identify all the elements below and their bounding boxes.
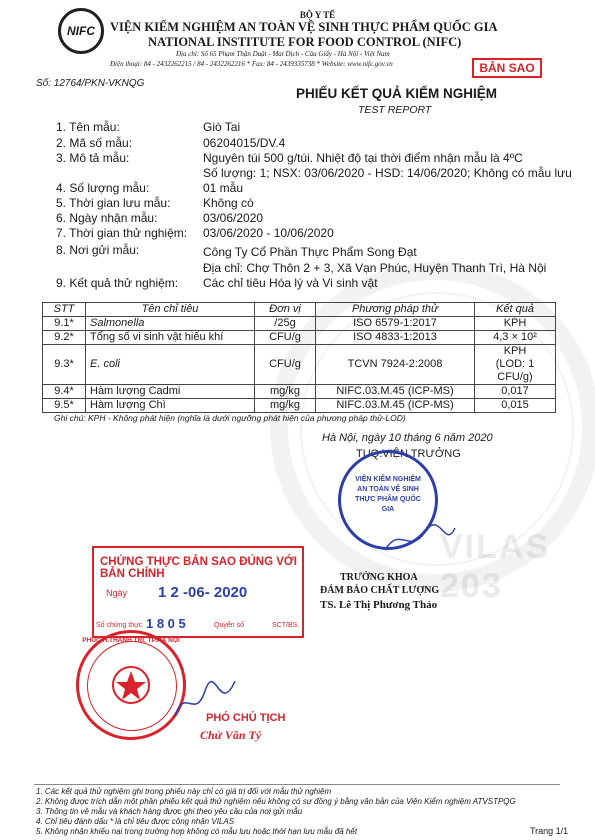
info-value: Địa chỉ: Chợ Thôn 2 + 3, Xã Vạn Phúc, Huyện Thanh Trì, Hà Nội — [203, 261, 547, 275]
info-label: 1. Tên mẫu: — [56, 120, 120, 134]
cell-stt: 9.5* — [43, 399, 86, 413]
table-note: Ghi chú: KPH - Không phát hiện (nghĩa là dưới ngưỡng phát hiện của phương pháp thử-LOD) — [54, 413, 406, 423]
report-title: PHIẾU KẾT QUẢ KIỂM NGHIỆM — [296, 86, 498, 101]
cell-unit: CFU/g — [255, 331, 316, 345]
institute-contact: Điện thoại: 84 - 2432262215 / 84 - 2432262216 * Fax: 84 - 2439335738 * Website: www.nifc.gov.vn — [110, 60, 393, 68]
cell-method: ISO 4833-1:2013 — [316, 331, 475, 345]
position-head: TRƯỞNG KHOA — [340, 572, 418, 583]
cell-unit: mg/kg — [255, 385, 316, 399]
copy-badge: BẢN SAO — [472, 58, 542, 78]
cell-name: E. coli — [86, 345, 255, 385]
cell-stt: 9.3* — [43, 345, 86, 385]
cell-unit: mg/kg — [255, 399, 316, 413]
cell-name: Tổng số vi sinh vật hiếu khí — [86, 331, 255, 345]
info-label: 9. Kết quả thử nghiệm: — [56, 276, 179, 290]
cert-number-value: 1 8 0 5 — [146, 616, 186, 631]
cell-result: 4,3 × 10² — [475, 331, 556, 345]
cell-stt: 9.2* — [43, 331, 86, 345]
vilas-watermark-text: VILAS 203 — [440, 528, 551, 605]
cell-unit: CFU/g — [255, 345, 316, 385]
info-value: 03/06/2020 - 10/06/2020 — [203, 226, 334, 240]
document-number: Số: 12764/PKN-VKNQG — [36, 78, 145, 89]
ministry-name: BỘ Y TẾ — [299, 10, 336, 20]
col-header-name: Tên chỉ tiêu — [86, 303, 255, 317]
info-value: Các chỉ tiêu Hóa lý và Vi sinh vật — [203, 276, 378, 290]
national-emblem-icon — [109, 663, 153, 707]
info-value: 03/06/2020 — [203, 211, 264, 225]
cell-name: Hàm lượng Chì — [86, 399, 255, 413]
cell-stt: 9.4* — [43, 385, 86, 399]
deputy-title: PHÓ CHỦ TỊCH — [206, 712, 286, 724]
table-row — [43, 399, 556, 413]
cert-date-label: Ngày — [106, 588, 128, 598]
cert-book-suffix: SCT/BS. — [272, 622, 300, 629]
table-row — [43, 331, 556, 345]
cell-unit: /25g — [255, 317, 316, 331]
info-value: Không có — [203, 196, 254, 210]
cell-method: ISO 6579-1:2017 — [316, 317, 475, 331]
col-header-unit: Đơn vị — [255, 303, 316, 317]
col-header-method: Phương pháp thử — [316, 303, 475, 317]
footnote: 3. Thông tin về mẫu và khách hàng được ghi theo yêu cầu của nơi gửi mẫu — [36, 807, 303, 816]
signer-name: TS. Lê Thị Phương Thảo — [320, 599, 438, 611]
nifc-logo: NIFC — [58, 8, 104, 54]
footnote: 4. Chỉ tiêu đánh dấu * là chỉ tiêu được công nhận VILAS — [36, 817, 235, 826]
cell-name: Hàm lượng Cadmi — [86, 385, 255, 399]
table-row — [43, 345, 556, 385]
info-label: 2. Mã số mẫu: — [56, 136, 133, 150]
info-label: 3. Mô tả mẫu: — [56, 151, 130, 165]
results-table — [42, 302, 556, 413]
cell-method: TCVN 7924-2:2008 — [316, 345, 475, 385]
cell-result: KPH (LOD: 1 CFU/g) — [475, 345, 556, 385]
place-date: Hà Nội, ngày 10 tháng 6 năm 2020 — [322, 432, 493, 444]
cert-number-label: Số chứng thực — [96, 622, 143, 629]
footnote: 5. Không nhận khiếu nại trong trường hợp không có mẫu lưu hoặc thời hạn lưu mẫu đã hết — [36, 827, 358, 836]
for-director: TUQ.VIỆN TRƯỞNG — [356, 448, 461, 460]
cell-name: Salmonella — [86, 317, 255, 331]
cert-book-label: Quyển số — [214, 622, 244, 629]
cell-method: NIFC.03.M.45 (ICP-MS) — [316, 385, 475, 399]
institute-address: Địa chỉ: Số 65 Phạm Thận Duật - Mai Dịch - Cầu Giấy - Hà Nội - Việt Nam — [176, 50, 390, 58]
info-value: 06204015/DV.4 — [203, 136, 286, 150]
page-number: Trang 1/1 — [530, 826, 569, 836]
col-header-result: Kết quả — [475, 303, 556, 317]
info-label: 8. Nơi gửi mẫu: — [56, 243, 140, 257]
info-value: Nguyên túi 500 g/túi. Nhiệt độ tại thời điểm nhận mẫu là 4ºC — [203, 151, 523, 165]
cert-title: CHỨNG THỰC BẢN SAO ĐÚNG VỚI BẢN CHÍNH — [100, 556, 297, 580]
col-header-stt: STT — [43, 303, 86, 317]
info-label: 6. Ngày nhận mẫu: — [56, 211, 158, 225]
info-label: 4. Số lượng mẫu: — [56, 181, 150, 195]
info-value: Số lượng: 1; NSX: 03/06/2020 - HSD: 14/06/2020; Không có mẫu lưu — [203, 166, 572, 180]
cell-stt: 9.1* — [43, 317, 86, 331]
info-value: 01 mẫu — [203, 181, 244, 195]
blue-seal-text: VIỆN KIỂM NGHIỆM AN TOÀN VỆ SINH THỰC PHẨM QUỐC GIA — [355, 476, 421, 513]
info-label: 7. Thời gian thử nghiệm: — [56, 226, 188, 240]
report-title-en: TEST REPORT — [358, 104, 432, 116]
certification-stamp — [92, 546, 304, 638]
institute-name-en: NATIONAL INSTITUTE FOR FOOD CONTROL (NIFC) — [148, 35, 462, 49]
cell-result: KPH — [475, 317, 556, 331]
table-header-row — [43, 303, 556, 317]
deputy-name: Chử Văn Tý — [200, 728, 262, 742]
cell-result: 0,015 — [475, 399, 556, 413]
cert-date-value: 1 2 -06- 2020 — [158, 584, 248, 601]
footnote: 2. Không được trích dẫn một phần phiếu kết quả thử nghiệm nếu không có sự đồng ý bằng văn bản của Viện Kiểm nghiệm ATVSTPQG — [36, 797, 516, 806]
footnote: 1. Các kết quả thử nghiệm ghi trong phiếu này chỉ có giá trị đối với mẫu thử nghiệm — [36, 787, 332, 796]
seal-text: PHÚC H.THANH TRÌ, TP.HÀ NỘI — [82, 637, 180, 644]
table-row — [43, 385, 556, 399]
cell-method: NIFC.03.M.45 (ICP-MS) — [316, 399, 475, 413]
info-value: Giò Tai — [203, 120, 241, 134]
cell-result: 0,017 — [475, 385, 556, 399]
footnote-divider — [34, 784, 560, 785]
position-qa: ĐẢM BẢO CHẤT LƯỢNG — [320, 585, 440, 596]
director-signature — [380, 520, 460, 560]
info-label: 5. Thời gian lưu mẫu: — [56, 196, 171, 210]
info-value: Công Ty Cổ Phần Thực Phẩm Song Đạt — [203, 245, 417, 259]
institute-name-vn: VIỆN KIỂM NGHIỆM AN TOÀN VỆ SINH THỰC PHẨM QUỐC GIA — [110, 20, 498, 34]
table-row — [43, 317, 556, 331]
